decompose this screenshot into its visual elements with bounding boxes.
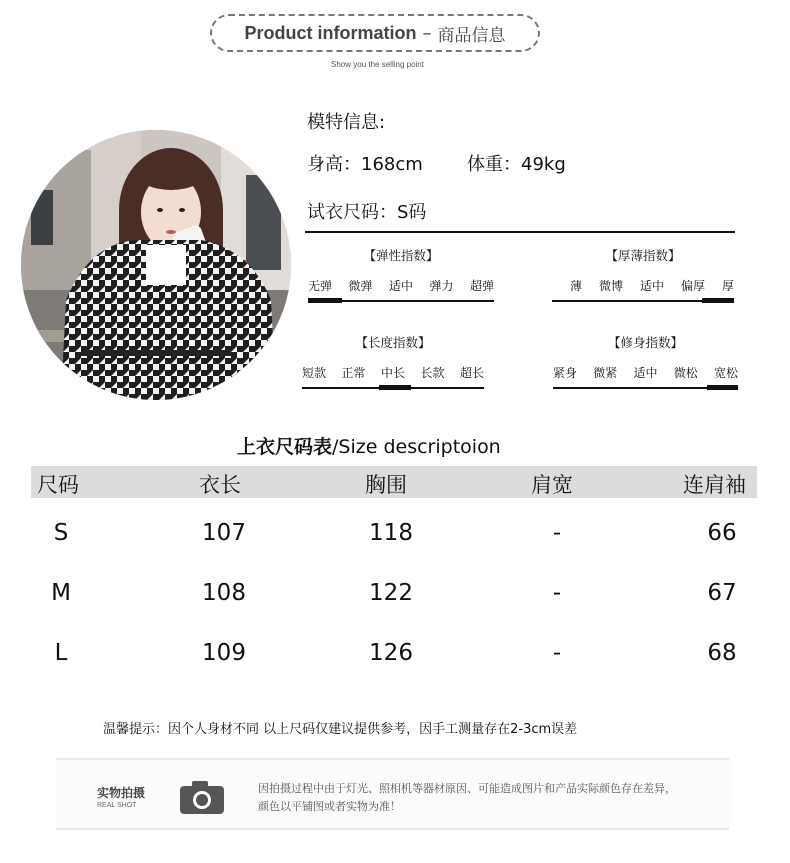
scale-label: 无弹 (308, 279, 333, 293)
header-subtitle: Show you the selling point (331, 60, 424, 69)
model-photo-illustration (21, 130, 291, 400)
table-cell: - (552, 580, 562, 606)
table-cell: 109 (202, 640, 246, 666)
scale-label: 适中 (388, 279, 413, 293)
table-header-cell: 肩宽 (531, 473, 573, 497)
table-cell: S (53, 520, 69, 546)
fit-marker (707, 385, 738, 390)
model-weight: 体重：49kg (467, 154, 566, 175)
scale-label: 超弹 (469, 279, 494, 293)
table-cell: M (51, 580, 71, 606)
table-cell: 67 (707, 580, 737, 606)
scale-label: 中长 (380, 366, 405, 380)
real-shot-disclaimer (258, 780, 718, 816)
scale-label: 厚 (721, 279, 734, 293)
thickness-bar (552, 300, 734, 302)
scale-label: 长款 (420, 366, 445, 380)
camera-icon (180, 780, 224, 818)
measurement-tip: 温馨提示：因个人身材不同 以上尺码仅建议提供参考，因手工测量存在2-3cm误差 (103, 722, 578, 737)
table-header-cell: 连肩袖 (683, 473, 746, 497)
elasticity-scale (308, 246, 494, 302)
real-shot-label-cn: 实物拍摄 (97, 786, 146, 800)
header-title-cn: 商品信息 (437, 25, 506, 46)
table-header-cell: 尺码 (37, 473, 79, 497)
table-cell: L (54, 640, 68, 666)
size-table-title (237, 432, 501, 459)
length-scale (302, 333, 484, 389)
table-cell: 108 (202, 580, 246, 606)
scale-label: 正常 (341, 366, 366, 380)
table-header-cell: 衣长 (199, 473, 241, 497)
elasticity-title: 【弹性指数】 (363, 248, 439, 263)
scale-label: 微紧 (593, 366, 618, 380)
table-cell: 122 (369, 580, 413, 606)
disclaimer-line-1: 因拍摄过程中由于灯光、照相机等器材原因、可能造成图片和产品实际颜色存在差异， (258, 782, 676, 795)
disclaimer-line-2: 颜色以平铺图或者实物为准！ (258, 800, 401, 813)
scale-label: 适中 (633, 366, 658, 380)
scale-label: 弹力 (429, 279, 454, 293)
thickness-title: 【厚薄指数】 (605, 248, 681, 263)
header-dash: – (422, 22, 432, 44)
fit-scale (553, 333, 738, 389)
elasticity-marker (308, 298, 342, 303)
thickness-marker (702, 298, 734, 303)
scale-label: 微弹 (348, 279, 373, 293)
model-info-title: 模特信息: (307, 112, 386, 133)
scale-label: 紧身 (553, 366, 578, 380)
model-photo (21, 130, 291, 400)
scale-label: 适中 (639, 279, 664, 293)
scale-label: 超长 (459, 366, 484, 380)
table-cell: - (552, 640, 562, 666)
fit-bar (553, 387, 738, 389)
thickness-scale (552, 246, 734, 302)
table-cell: - (552, 520, 562, 546)
model-height: 身高：168cm (307, 154, 423, 175)
scale-label: 短款 (302, 366, 327, 380)
length-bar (302, 387, 484, 389)
header-pill (210, 14, 540, 52)
elasticity-bar (308, 300, 494, 302)
size-table-title-sep: / (332, 436, 339, 458)
model-info-underline (305, 231, 735, 233)
scale-label: 微松 (673, 366, 698, 380)
header-title-en: Product information (244, 22, 417, 43)
length-title: 【长度指数】 (355, 335, 431, 350)
scale-label: 宽松 (713, 366, 738, 380)
size-table-title-cn: 上衣尺码表 (237, 436, 333, 458)
table-header-cell: 胸围 (365, 473, 407, 497)
table-cell: 118 (369, 520, 413, 546)
size-table-header (31, 466, 757, 498)
real-shot-banner (56, 758, 729, 830)
model-fit-size: 试衣尺码：S码 (307, 202, 427, 223)
table-cell: 126 (369, 640, 413, 666)
table-cell: 66 (707, 520, 737, 546)
fit-title: 【修身指数】 (607, 335, 683, 350)
table-cell: 68 (707, 640, 737, 666)
size-table-title-en: Size descriptoion (338, 436, 501, 458)
length-marker (379, 385, 411, 390)
scale-label: 偏厚 (680, 279, 705, 293)
scale-label: 微博 (598, 279, 623, 293)
scale-label: 薄 (570, 279, 583, 293)
table-cell: 107 (202, 520, 246, 546)
real-shot-label-en: REAL SHOT (97, 802, 137, 809)
